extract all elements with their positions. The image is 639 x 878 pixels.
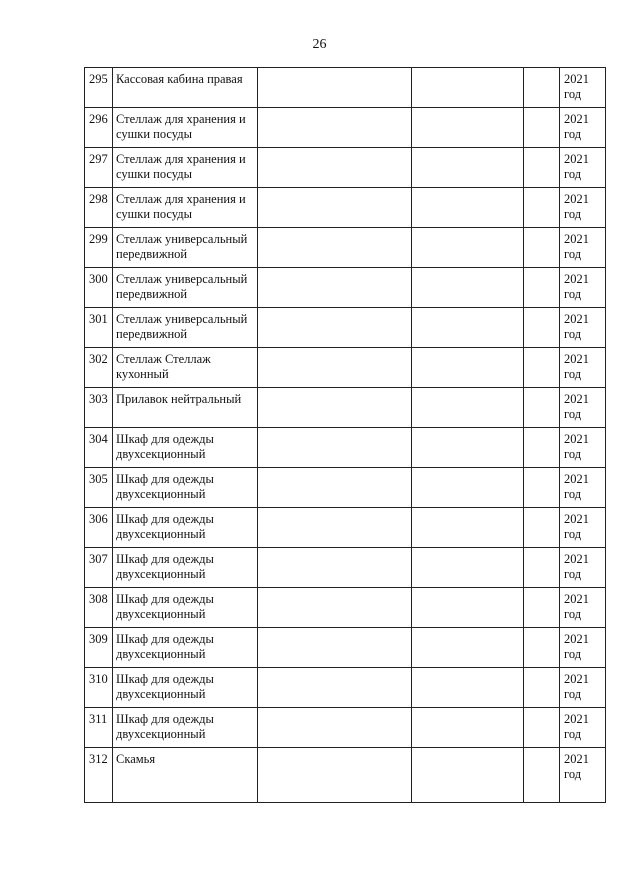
year-unit: год [564,407,582,421]
empty-cell [524,348,560,388]
year-value: 2021 [564,512,589,526]
year-cell [560,508,606,548]
row-number-cell: 299 [85,228,113,268]
year-cell [560,388,606,428]
empty-cell [412,508,524,548]
empty-cell [258,148,412,188]
empty-cell [412,228,524,268]
empty-cell [524,708,560,748]
table-row [85,508,606,548]
table-row [85,548,606,588]
empty-cell [412,548,524,588]
empty-cell [412,308,524,348]
row-number-cell: 300 [85,268,113,308]
year-unit: год [564,367,582,381]
year-value: 2021 [564,352,589,366]
empty-cell [258,468,412,508]
item-name-cell: Стеллаж для хранения и сушки посуды [113,108,258,148]
year-cell [560,748,606,803]
year-cell [560,188,606,228]
row-number-cell: 305 [85,468,113,508]
table-row [85,388,606,428]
year-unit: год [564,167,582,181]
table-row [85,108,606,148]
empty-cell [412,68,524,108]
year-unit: год [564,207,582,221]
empty-cell [524,388,560,428]
year-cell [560,348,606,388]
year-cell [560,268,606,308]
item-name-cell: Шкаф для одежды двухсекционный [113,588,258,628]
row-number-cell: 307 [85,548,113,588]
empty-cell [524,508,560,548]
empty-cell [524,548,560,588]
empty-cell [412,468,524,508]
year-unit: год [564,527,582,541]
empty-cell [524,148,560,188]
year-unit: год [564,327,582,341]
year-value: 2021 [564,192,589,206]
year-value: 2021 [564,712,589,726]
year-cell [560,628,606,668]
table-row [85,148,606,188]
table-row [85,188,606,228]
year-cell [560,588,606,628]
table-row [85,268,606,308]
empty-cell [412,628,524,668]
year-value: 2021 [564,672,589,686]
empty-cell [524,68,560,108]
empty-cell [524,468,560,508]
empty-cell [258,428,412,468]
empty-cell [524,748,560,803]
empty-cell [258,628,412,668]
item-name-cell: Стеллаж универсальный передвижной [113,228,258,268]
year-unit: год [564,247,582,261]
empty-cell [258,188,412,228]
item-name-cell: Кассовая кабина правая [113,68,258,108]
empty-cell [412,108,524,148]
item-name-cell: Шкаф для одежды двухсекционный [113,708,258,748]
item-name-cell: Шкаф для одежды двухсекционный [113,428,258,468]
empty-cell [412,668,524,708]
year-unit: год [564,127,582,141]
row-number-cell: 309 [85,628,113,668]
empty-cell [258,308,412,348]
item-name-cell: Шкаф для одежды двухсекционный [113,468,258,508]
year-value: 2021 [564,432,589,446]
year-value: 2021 [564,752,589,766]
year-unit: год [564,687,582,701]
row-number-cell: 311 [85,708,113,748]
table-row [85,228,606,268]
item-name-cell: Стеллаж для хранения и сушки посуды [113,148,258,188]
empty-cell [258,748,412,803]
empty-cell [258,548,412,588]
item-name-cell: Прилавок нейтральный [113,388,258,428]
year-unit: год [564,87,582,101]
empty-cell [258,388,412,428]
empty-cell [258,68,412,108]
table-row [85,308,606,348]
row-number-cell: 308 [85,588,113,628]
empty-cell [412,348,524,388]
item-name-cell: Шкаф для одежды двухсекционный [113,508,258,548]
empty-cell [412,388,524,428]
empty-cell [258,588,412,628]
year-unit: год [564,727,582,741]
row-number-cell: 306 [85,508,113,548]
table-row [85,348,606,388]
table-row [85,428,606,468]
item-name-cell: Шкаф для одежды двухсекционный [113,628,258,668]
item-name-cell: Стеллаж для хранения и сушки посуды [113,188,258,228]
empty-cell [258,108,412,148]
item-name-cell: Стеллаж универсальный передвижной [113,308,258,348]
empty-cell [524,188,560,228]
year-cell [560,708,606,748]
empty-cell [412,708,524,748]
row-number-cell: 296 [85,108,113,148]
row-number-cell: 295 [85,68,113,108]
empty-cell [412,268,524,308]
year-unit: год [564,607,582,621]
year-cell [560,228,606,268]
year-unit: год [564,487,582,501]
item-name-cell: Стеллаж универсальный передвижной [113,268,258,308]
year-unit: год [564,647,582,661]
row-number-cell: 312 [85,748,113,803]
year-value: 2021 [564,112,589,126]
row-number-cell: 301 [85,308,113,348]
year-unit: год [564,447,582,461]
row-number-cell: 297 [85,148,113,188]
empty-cell [524,668,560,708]
table-row [85,468,606,508]
empty-cell [258,708,412,748]
row-number-cell: 303 [85,388,113,428]
empty-cell [524,588,560,628]
empty-cell [524,108,560,148]
year-cell [560,548,606,588]
empty-cell [524,268,560,308]
year-cell [560,428,606,468]
item-name-cell: Стеллаж Стеллаж кухонный [113,348,258,388]
empty-cell [524,628,560,668]
empty-cell [524,308,560,348]
year-value: 2021 [564,312,589,326]
year-unit: год [564,567,582,581]
empty-cell [258,348,412,388]
page-number: 26 [312,37,327,52]
empty-cell [258,508,412,548]
year-value: 2021 [564,552,589,566]
table-row [85,68,606,108]
table-row [85,748,606,803]
empty-cell [412,188,524,228]
empty-cell [524,428,560,468]
year-cell [560,148,606,188]
empty-cell [524,228,560,268]
empty-cell [258,668,412,708]
year-value: 2021 [564,632,589,646]
year-unit: год [564,287,582,301]
year-cell [560,108,606,148]
table-row [85,628,606,668]
year-value: 2021 [564,272,589,286]
year-cell [560,308,606,348]
year-cell [560,668,606,708]
empty-cell [258,268,412,308]
empty-cell [412,148,524,188]
item-name-cell: Шкаф для одежды двухсекционный [113,668,258,708]
table-body [85,68,606,803]
inventory-table [84,67,606,803]
year-value: 2021 [564,472,589,486]
year-value: 2021 [564,152,589,166]
year-value: 2021 [564,392,589,406]
empty-cell [412,748,524,803]
table-row [85,588,606,628]
empty-cell [412,588,524,628]
year-unit: год [564,767,582,781]
year-value: 2021 [564,232,589,246]
item-name-cell: Скамья [113,748,258,803]
row-number-cell: 302 [85,348,113,388]
year-cell [560,68,606,108]
year-value: 2021 [564,72,589,86]
item-name-cell: Шкаф для одежды двухсекционный [113,548,258,588]
table-row [85,668,606,708]
row-number-cell: 304 [85,428,113,468]
year-value: 2021 [564,592,589,606]
year-cell [560,468,606,508]
empty-cell [258,228,412,268]
empty-cell [412,428,524,468]
table-row [85,708,606,748]
row-number-cell: 310 [85,668,113,708]
row-number-cell: 298 [85,188,113,228]
